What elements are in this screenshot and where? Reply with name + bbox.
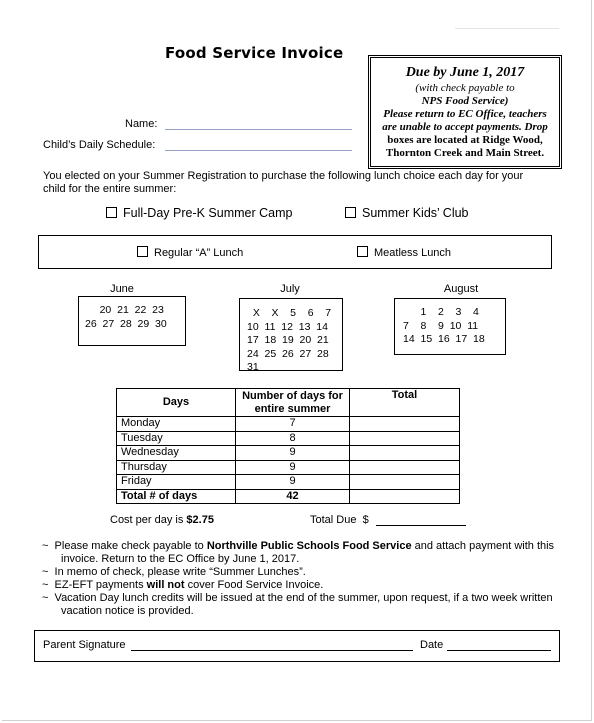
calendar-august (394, 298, 506, 355)
total-cell[interactable] (350, 460, 460, 475)
calendar-row: 14 15 16 17 18 (403, 333, 485, 345)
total-due-label: Total Due $ (310, 514, 369, 526)
meatless-lunch-checkbox[interactable] (357, 246, 368, 257)
date-field[interactable] (447, 650, 551, 651)
kids-club-label: Summer Kids’ Club (362, 206, 469, 220)
grand-total-cell[interactable] (350, 489, 460, 504)
calendar-row: 20 21 22 23 (85, 304, 164, 316)
intro-line-1: You elected on your Summer Registration to purchase the following lunch choice each day for your (43, 170, 524, 182)
day-cell: Monday (117, 417, 236, 432)
faint-header-line (455, 28, 559, 37)
calendar-row: 26 27 28 29 30 (85, 317, 167, 330)
schedule-label: Child’s Daily Schedule: (43, 139, 156, 151)
note-text: cover Food Service Invoice. (184, 579, 324, 591)
count-cell: 9 (236, 460, 350, 475)
day-cell: Thursday (117, 460, 236, 475)
header-number-of-days: Number of days for entire summer (236, 389, 350, 417)
intro-line-2: child for the entire summer: (43, 183, 177, 195)
total-cell[interactable] (350, 417, 460, 432)
calendar-june (78, 296, 186, 346)
table-total-row (117, 489, 460, 504)
due-date: Due by June 1, 2017 (405, 65, 525, 80)
calendar-july-month: July (280, 283, 300, 295)
note-item: ~ Please make check payable to Northville Public Schools Food Service and attach payment with this invoice. Return to the EC Office by June 1, 2017. (42, 540, 555, 565)
calendar-row: 1 2 3 4 (403, 306, 479, 318)
day-cell: Wednesday (117, 446, 236, 461)
total-cell[interactable] (350, 431, 460, 446)
meatless-lunch-label: Meatless Lunch (374, 247, 452, 259)
note-text: EZ-EFT payments (54, 579, 147, 591)
cost-per-day-value: $2.75 (186, 514, 214, 526)
intro-text (43, 170, 563, 196)
due-dropbox-locations: Thornton Creek and Main Street. (385, 147, 545, 159)
table-row (117, 417, 460, 432)
due-payment-note: are unable to accept payments. Drop (382, 121, 548, 133)
header-total: Total (350, 389, 460, 417)
count-cell: 8 (236, 431, 350, 446)
note-text: and attach payment with this invoice. Return to the EC Office by June 1, 2017. (61, 540, 555, 565)
header-days: Days (117, 389, 236, 417)
prek-camp-label: Full-Day Pre-K Summer Camp (123, 206, 293, 220)
regular-lunch-checkbox[interactable] (137, 246, 148, 257)
note-text: Please make check payable to (54, 540, 207, 552)
lunch-choice-box (38, 235, 552, 269)
prek-camp-checkbox[interactable] (106, 207, 117, 218)
note-text: In memo of check, please write “Summer Lunches”. (54, 566, 306, 578)
table-row (117, 475, 460, 490)
cost-per-day (110, 514, 214, 526)
day-cell: Friday (117, 475, 236, 490)
page-title: Food Service Invoice (165, 44, 344, 62)
count-cell: 7 (236, 417, 350, 432)
table-row (117, 460, 460, 475)
regular-lunch-label: Regular “A” Lunch (154, 247, 244, 259)
schedule-field[interactable] (165, 150, 352, 151)
table-header-row (117, 389, 460, 417)
days-table (116, 388, 460, 504)
option-regular-lunch[interactable] (137, 246, 243, 259)
note-bold: will not (146, 579, 185, 591)
calendar-august-month: August (443, 283, 479, 295)
calendar-row: 24 25 26 27 28 (247, 347, 329, 360)
calendar-july (239, 298, 343, 371)
kids-club-checkbox[interactable] (345, 207, 356, 218)
note-item: ~ Vacation Day lunch credits will be issued at the end of the summer, upon request, if a two week written vacation notice is provided. (42, 592, 553, 617)
calendar-june-month: June (110, 283, 134, 295)
total-days-count: 42 (236, 489, 350, 504)
note-item: ~ In memo of check, please write “Summer Lunches”. (42, 566, 306, 578)
total-cell[interactable] (350, 475, 460, 490)
parent-signature-label: Parent Signature (43, 639, 126, 651)
note-item: ~ EZ-EFT payments will not cover Food Service Invoice. (42, 579, 324, 591)
option-kids-club[interactable] (345, 206, 469, 220)
parent-signature-field[interactable] (131, 650, 413, 651)
day-cell: Tuesday (117, 431, 236, 446)
note-bold: Northville Public Schools Food Service (206, 540, 412, 552)
table-row (117, 431, 460, 446)
due-date-box (368, 55, 562, 169)
cost-per-day-label: Cost per day is (110, 514, 187, 526)
due-return-note: Please return to EC Office, teachers (383, 108, 547, 120)
total-cell[interactable] (350, 446, 460, 461)
due-check-note: (with check payable to (415, 82, 515, 94)
table-row (117, 446, 460, 461)
calendar-row: X X 5 6 7 (247, 307, 332, 319)
calendar-row: 31 (247, 361, 259, 373)
option-prek-camp[interactable] (106, 206, 292, 220)
note-text: Vacation Day lunch credits will be issued at the end of the summer, upon request, if a two week written vacation notice is provided. (54, 592, 553, 617)
option-meatless-lunch[interactable] (357, 246, 451, 259)
calendar-row: 17 18 19 20 21 (247, 334, 329, 346)
total-days-label: Total # of days (117, 489, 236, 504)
count-cell: 9 (236, 446, 350, 461)
notes-list (42, 540, 562, 618)
total-due-field[interactable] (376, 525, 466, 526)
due-payee: NPS Food Service) (421, 95, 509, 107)
due-dropbox-note: boxes are located at Ridge Wood, (387, 134, 543, 146)
name-label: Name: (125, 118, 158, 130)
count-cell: 9 (236, 475, 350, 490)
date-label: Date (420, 639, 444, 651)
calendar-row: 7 8 9 10 11 (403, 319, 479, 332)
name-field[interactable] (165, 129, 352, 130)
calendar-row: 10 11 12 13 14 (247, 320, 328, 333)
